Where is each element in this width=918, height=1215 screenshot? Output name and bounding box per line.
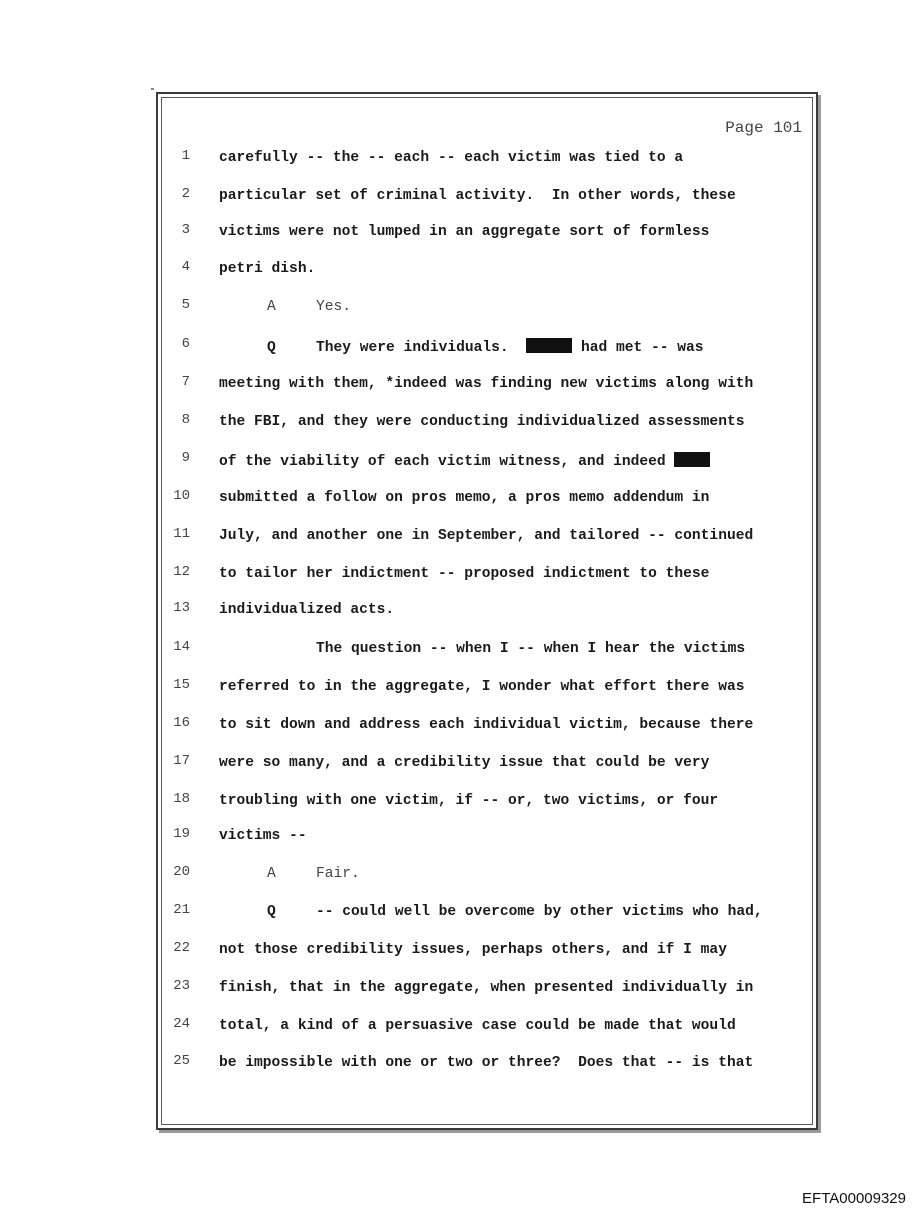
redaction-block: [526, 338, 572, 353]
line-number: 13: [173, 600, 190, 616]
speaker-label: Q: [267, 904, 276, 920]
transcript-line-19: [0, 826, 918, 850]
line-text: [219, 452, 710, 470]
line-number: 14: [173, 639, 190, 655]
transcript-line-15: [0, 677, 918, 701]
line-number: 12: [173, 564, 190, 580]
line-number: 17: [173, 753, 190, 769]
line-number: 15: [173, 677, 190, 693]
answer-text: Yes.: [316, 299, 352, 315]
line-text: petri dish.: [219, 261, 316, 277]
line-text: referred to in the aggregate, I wonder what effort there was: [219, 679, 745, 695]
line-text: finish, that in the aggregate, when presented individually in: [219, 980, 754, 996]
transcript-line-5: [0, 297, 918, 321]
transcript-line-7: [0, 374, 918, 398]
line-text: meeting with them, *indeed was finding new victims along with: [219, 376, 754, 392]
line-number: 21: [173, 902, 190, 918]
transcript-line-16: [0, 715, 918, 739]
line-number: 23: [173, 978, 190, 994]
line-number: 11: [173, 526, 190, 542]
line-text: July, and another one in September, and tailored -- continued: [219, 528, 754, 544]
line-text-part: of the viability of each victim witness, and indeed: [219, 454, 675, 470]
line-text: victims were not lumped in an aggregate sort of formless: [219, 224, 710, 240]
speaker-label: A: [267, 866, 276, 882]
transcript-line-6: [0, 336, 918, 360]
transcript-line-1: [0, 148, 918, 172]
line-number: 2: [181, 186, 190, 202]
question-text: They were individuals.: [316, 340, 527, 356]
line-number: 8: [181, 412, 190, 428]
line-text: the FBI, and they were conducting individualized assessments: [219, 414, 745, 430]
transcript-line-17: [0, 753, 918, 777]
transcript-line-2: [0, 186, 918, 210]
line-number: 4: [181, 259, 190, 275]
line-text: [219, 299, 351, 315]
transcript-line-23: [0, 978, 918, 1002]
page-number: Page 101: [725, 119, 802, 137]
line-number: 1: [181, 148, 190, 164]
transcript-line-3: [0, 222, 918, 246]
redaction-block: [674, 452, 710, 467]
transcript-line-4: [0, 259, 918, 283]
line-text: [219, 338, 704, 356]
line-text: be impossible with one or two or three? Does that -- is that: [219, 1055, 754, 1071]
question-text: -- could well be overcome by other victims who had,: [316, 904, 763, 920]
transcript-line-13: [0, 600, 918, 624]
line-number: 9: [181, 450, 190, 466]
transcript-line-11: [0, 526, 918, 550]
line-text: not those credibility issues, perhaps others, and if I may: [219, 942, 727, 958]
line-text: submitted a follow on pros memo, a pros memo addendum in: [219, 490, 710, 506]
document-id-stamp: EFTA00009329: [802, 1190, 906, 1207]
answer-text: Fair.: [316, 866, 360, 882]
scan-speck: [151, 88, 154, 90]
transcript-line-22: [0, 940, 918, 964]
line-text: [219, 904, 763, 920]
line-text: troubling with one victim, if -- or, two victims, or four: [219, 793, 719, 809]
transcript-line-8: [0, 412, 918, 436]
line-number: 7: [181, 374, 190, 390]
line-number: 22: [173, 940, 190, 956]
line-number: 24: [173, 1016, 190, 1032]
speaker-label: A: [267, 299, 276, 315]
transcript-line-10: [0, 488, 918, 512]
transcript-line-25: [0, 1053, 918, 1077]
line-text: total, a kind of a persuasive case could be made that would: [219, 1018, 736, 1034]
line-number: 3: [181, 222, 190, 238]
line-text: victims --: [219, 828, 307, 844]
transcript-line-24: [0, 1016, 918, 1040]
transcript-line-18: [0, 791, 918, 815]
line-text: particular set of criminal activity. In other words, these: [219, 188, 736, 204]
line-number: 10: [173, 488, 190, 504]
line-text: individualized acts.: [219, 602, 395, 618]
transcript-line-14: [0, 639, 918, 663]
line-text: carefully -- the -- each -- each victim was tied to a: [219, 150, 684, 166]
line-text: were so many, and a credibility issue that could be very: [219, 755, 710, 771]
line-text: to sit down and address each individual victim, because there: [219, 717, 754, 733]
question-text: had met -- was: [572, 340, 704, 356]
transcript-line-20: [0, 864, 918, 888]
transcript-line-21: [0, 902, 918, 926]
line-number: 6: [181, 336, 190, 352]
line-text: to tailor her indictment -- proposed indictment to these: [219, 566, 710, 582]
transcript-line-9: [0, 450, 918, 474]
line-text: [219, 866, 360, 882]
line-number: 5: [181, 297, 190, 313]
line-number: 20: [173, 864, 190, 880]
line-number: 25: [173, 1053, 190, 1069]
line-number: 19: [173, 826, 190, 842]
line-text: The question -- when I -- when I hear the victims: [316, 641, 746, 657]
speaker-label: Q: [267, 340, 276, 356]
transcript-line-12: [0, 564, 918, 588]
line-number: 16: [173, 715, 190, 731]
line-number: 18: [173, 791, 190, 807]
